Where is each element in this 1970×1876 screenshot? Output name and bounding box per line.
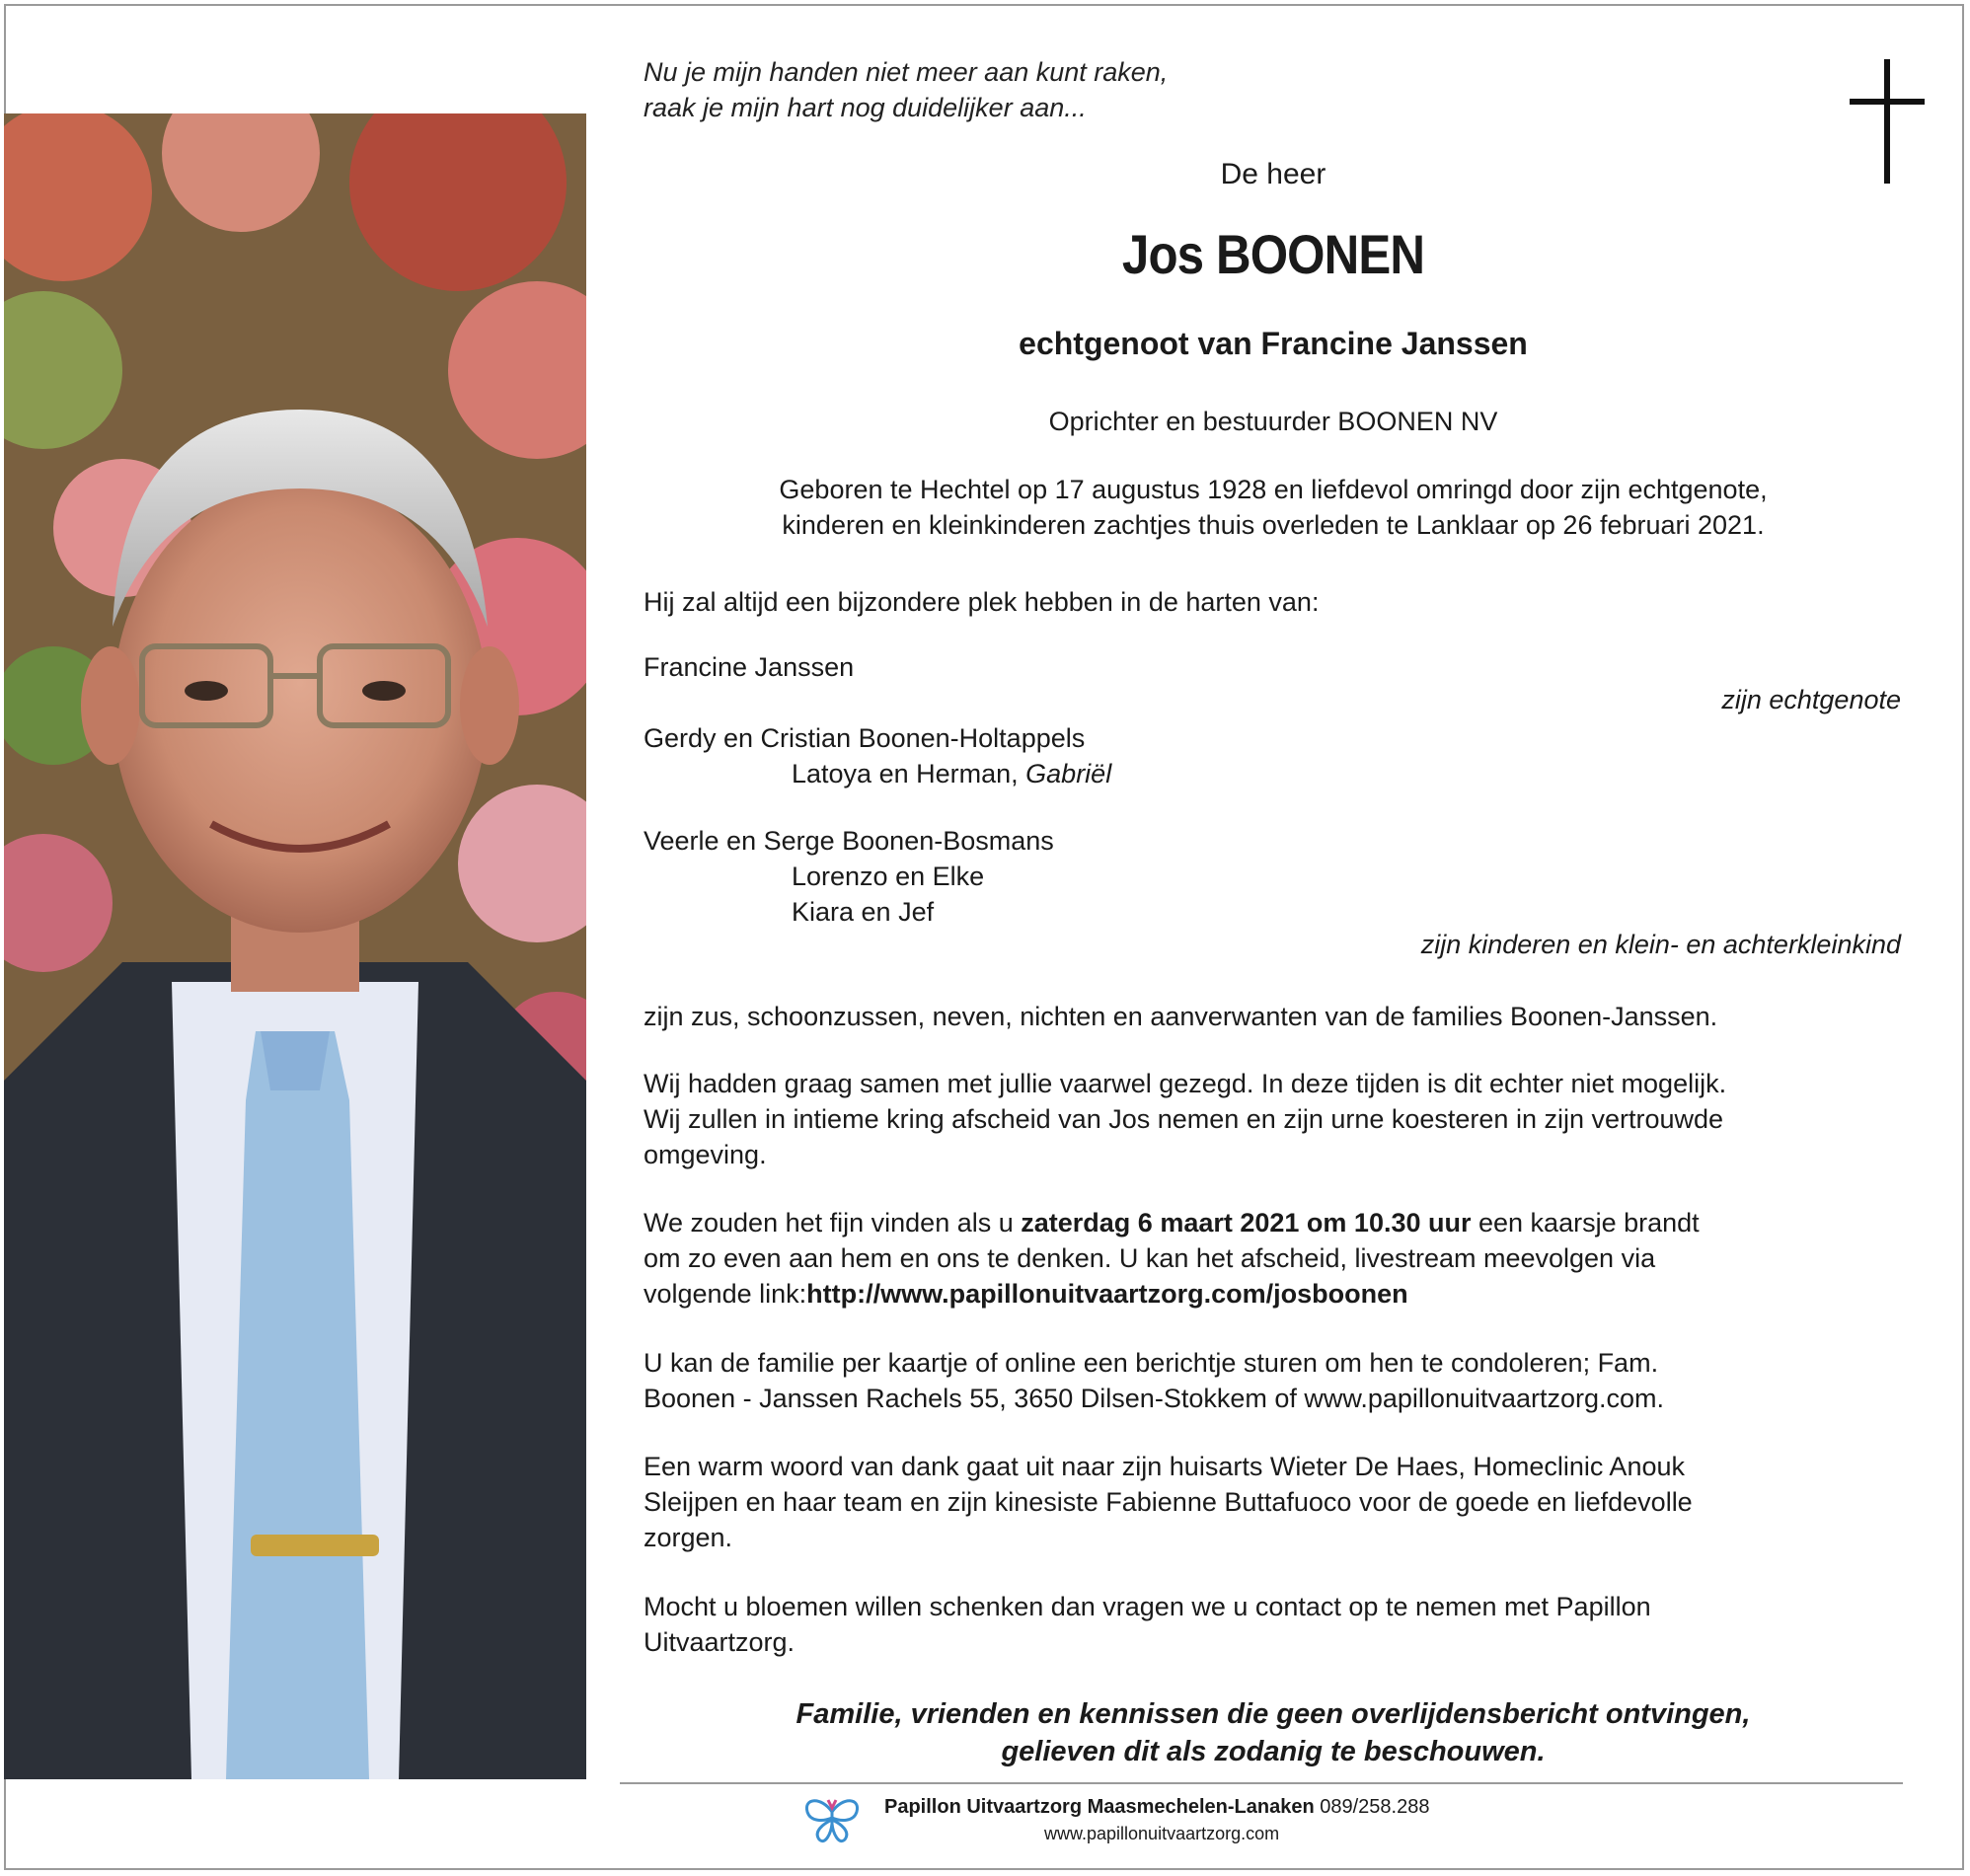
role-line: Oprichter en bestuurder BOONEN NV [1048,407,1498,436]
livestream-link[interactable]: http://www.papillonuitvaartzorg.com/josboonen [806,1279,1408,1309]
spouse-relation: zijn echtgenote [1721,685,1901,714]
butterfly-logo-icon [801,1794,863,1845]
link-prefix: volgende link: [644,1279,807,1309]
livestream-line-2: om zo even aan hem en ons te denken. U kan het afscheid, livestream meevolgen via [644,1243,1656,1273]
child-2: Veerle en Serge Boonen-Bosmans [644,826,1054,856]
paragraph-flowers [644,1589,1905,1660]
child-1: Gerdy en Cristian Boonen-Holtappels [644,723,1086,753]
livestream-line-3 [644,1276,1905,1312]
livestream-line-1 [644,1205,1905,1240]
paragraph-livestream [644,1205,1905,1312]
children-list [644,720,1905,791]
paragraph-thanks [644,1449,1905,1555]
birth-line-1: Geboren te Hechtel op 17 augustus 1928 en liefdevol omringd door zijn echtgenote, [779,475,1768,504]
paragraph-farewell [644,1066,1905,1172]
company-name: Papillon Uitvaartzorg Maasmechelen-Lanaken [884,1796,1315,1818]
spouse-line: echtgenoot van Francine Janssen [1019,326,1528,361]
farewell-line-3: omgeving. [644,1140,767,1169]
opening-quote [644,54,1394,125]
grandchild-2: Lorenzo en Elke [792,862,985,891]
closing-note [592,1695,1954,1770]
birth-death-info [592,472,1954,543]
family-intro: Hij zal altijd een bijzondere plek hebben in de harten van: [644,587,1320,617]
spouse-name: Francine Janssen [644,652,855,682]
grandchild-1-name: Latoya en Herman, [792,759,1019,788]
greatgrandchild-1: Gabriël [1025,759,1112,788]
thanks-line-2: Sleijpen en haar team en zijn kinesiste Fabienne Buttafuoco voor de goede en liefdevolle [644,1487,1693,1517]
ceremony-date: zaterdag 6 maart 2021 om 10.30 uur [1021,1208,1472,1238]
livestream-text-post: een kaarsje brandt [1478,1208,1700,1238]
children-list-2 [644,823,1905,930]
birth-line-2: kinderen en kleinkinderen zachtjes thuis overleden te Lanklaar op 26 februari 2021. [782,510,1765,540]
farewell-line-1: Wij hadden graag samen met jullie vaarwel gezegd. In deze tijden is dit echter niet mogelijk. [644,1069,1727,1098]
thanks-line-1: Een warm woord van dank gaat uit naar zijn huisarts Wieter De Haes, Homeclinic Anouk [644,1452,1685,1481]
company-phone: 089/258.288 [1320,1796,1430,1818]
closing-line-1: Familie, vrienden en kennissen die geen overlijdensbericht ontvingen, [796,1698,1751,1730]
footer-divider [620,1782,1903,1784]
quote-line-1: Nu je mijn handen niet meer aan kunt raken, [644,57,1169,87]
company-website[interactable]: www.papillonuitvaartzorg.com [1044,1824,1280,1843]
condolences-line-2: Boonen - Janssen Rachels 55, 3650 Dilsen-Stokkem of www.papillonuitvaartzorg.com. [644,1384,1665,1413]
portrait-photo [4,113,586,1779]
grandchild-1 [644,756,1905,791]
children-relation: zijn kinderen en klein- en achterkleinkind [1420,930,1901,959]
flowers-line-1: Mocht u bloemen willen schenken dan vragen we u contact op te nemen met Papillon [644,1592,1651,1621]
flowers-line-2: Uitvaartzorg. [644,1627,796,1657]
quote-line-2: raak je mijn hart nog duidelijker aan... [644,93,1087,122]
funeral-company [884,1796,1429,1819]
livestream-text-pre: We zouden het fijn vinden als u [644,1208,1014,1238]
farewell-line-2: Wij zullen in intieme kring afscheid van Jos nemen en zijn urne koesteren in zijn vertrouwde [644,1104,1724,1134]
condolences-line-1: U kan de familie per kaartje of online een berichtje sturen om hen te condoleren; Fam. [644,1348,1659,1378]
deceased-name: Jos BOONEN [1121,223,1425,285]
closing-line-2: gelieven dit als zodanig te beschouwen. [1001,1736,1546,1767]
salutation: De heer [1220,158,1326,190]
grandchild-3: Kiara en Jef [792,897,935,927]
other-relatives: zijn zus, schoonzussen, neven, nichten en aanverwanten van de families Boonen-Janssen. [644,1002,1718,1031]
thanks-line-3: zorgen. [644,1523,733,1552]
paragraph-condolences [644,1345,1905,1416]
